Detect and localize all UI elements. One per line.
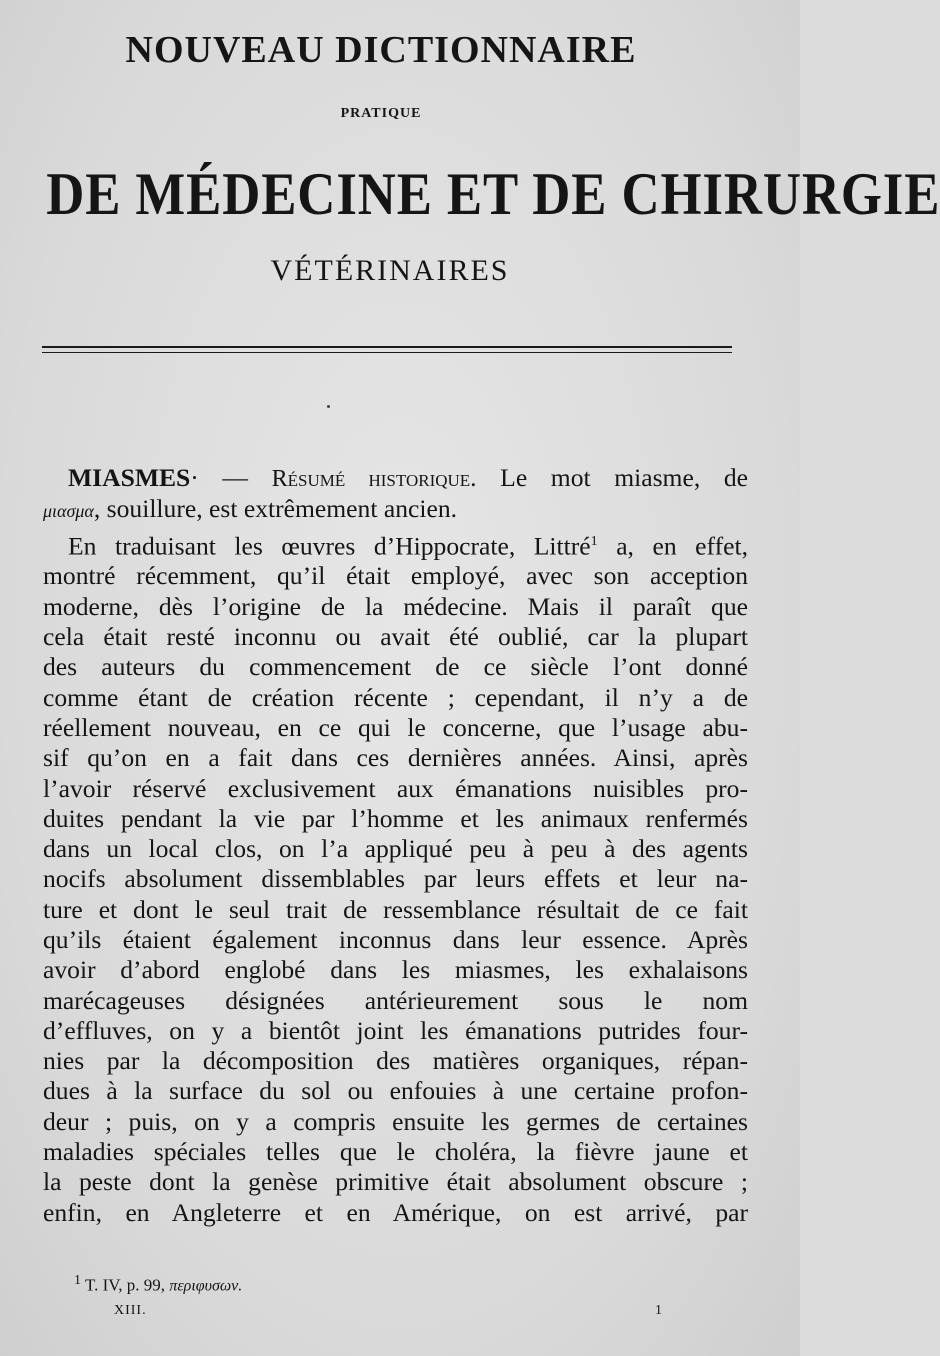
article-line: nocifs absolument dissemblables par leurs effets et leur na- bbox=[43, 864, 748, 894]
article-line: enfin, en Angleterre et en Amérique, on est arrivé, par bbox=[43, 1197, 748, 1227]
greek-word: μιασμα bbox=[43, 501, 94, 522]
article-line bbox=[43, 527, 748, 562]
article-line: deur ; puis, on y a compris ensuite les germes de certaines bbox=[43, 1106, 748, 1136]
article-line: qu’ils étaient également inconnus dans leur essence. Après bbox=[43, 924, 748, 954]
signature-mark: XIII. bbox=[114, 1303, 147, 1318]
article-line: ture et dont le seul trait de ressemblance résultait de ce fait bbox=[43, 894, 748, 924]
print-speck bbox=[327, 405, 330, 408]
article-line: dues à la surface du sol ou enfouies à une certaine profon- bbox=[43, 1076, 748, 1106]
article-line: comme étant de création récente ; cependant, il n’y a de bbox=[43, 682, 748, 712]
article-line: dans un local clos, on l’a appliqué peu à peu à des agents bbox=[43, 834, 748, 864]
title-rule-thick bbox=[42, 346, 732, 348]
article-line: montré récemment, qu’il était employé, avec son acception bbox=[43, 561, 748, 591]
article-line: sif qu’on en a fait dans ces dernières années. Ainsi, après bbox=[43, 743, 748, 773]
article-line: d’effluves, on y a bientôt joint les émanations putrides four- bbox=[43, 1015, 748, 1045]
article-line: cela était resté inconnu ou avait été oublié, car la plupart bbox=[43, 622, 748, 652]
headword-separator: · — bbox=[190, 463, 272, 492]
article-line-text: , souillure, est extrêmement ancien. bbox=[93, 494, 458, 524]
title-pratique: PRATIQUE bbox=[340, 106, 422, 121]
article-line-text: . Le mot miasme, de bbox=[470, 463, 748, 492]
article-headword: MIASMES bbox=[68, 463, 191, 492]
article-line: réellement nouveau, en ce qui le concerne, que l’usage abu- bbox=[43, 712, 748, 742]
article-line-text: En traduisant les œuvres d’Hippocrate, Littré bbox=[68, 531, 591, 561]
article-line bbox=[43, 494, 748, 526]
footnote-marker: 1 bbox=[74, 1273, 81, 1288]
article-line: l’avoir réservé exclusivement aux émanations nuisibles pro- bbox=[43, 773, 748, 803]
footnote-ref: 1 bbox=[590, 533, 598, 549]
title-nouveau-dictionnaire: NOUVEAU DICTIONNAIRE bbox=[125, 29, 637, 71]
section-label: Résumé historique bbox=[271, 466, 471, 492]
title-veterinaires: VÉTÉRINAIRES bbox=[270, 254, 510, 287]
article-line bbox=[43, 463, 748, 494]
footnote-text: T. IV, p. 99, bbox=[81, 1275, 170, 1295]
article-line: marécageuses désignées antérieurement sous le nom bbox=[43, 985, 748, 1015]
article-body bbox=[43, 463, 748, 1228]
footnote-greek: περιφυσων. bbox=[169, 1277, 243, 1295]
article-line: duites pendant la vie par l’homme et les animaux renfermés bbox=[43, 803, 748, 833]
article-line: moderne, dès l’origine de la médecine. Mais il paraît que bbox=[43, 591, 748, 621]
page-number: 1 bbox=[655, 1303, 662, 1318]
article-line: maladies spéciales telles que le choléra, la fièvre jaune et bbox=[43, 1137, 748, 1167]
article-line-text: a, en effet, bbox=[597, 531, 748, 561]
title-rule-thin bbox=[42, 352, 732, 353]
article-line: la peste dont la genèse primitive était absolument obscure ; bbox=[43, 1167, 748, 1197]
title-medecine-chirurgie: DE MÉDECINE ET DE CHIRURGIE bbox=[46, 161, 940, 227]
footnote bbox=[74, 1273, 242, 1296]
article-line: nies par la décomposition des matières organiques, répan- bbox=[43, 1046, 748, 1076]
article-line: des auteurs du commencement de ce siècle l’ont donné bbox=[43, 652, 748, 682]
article-line: avoir d’abord englobé dans les miasmes, les exhalaisons bbox=[43, 955, 748, 985]
